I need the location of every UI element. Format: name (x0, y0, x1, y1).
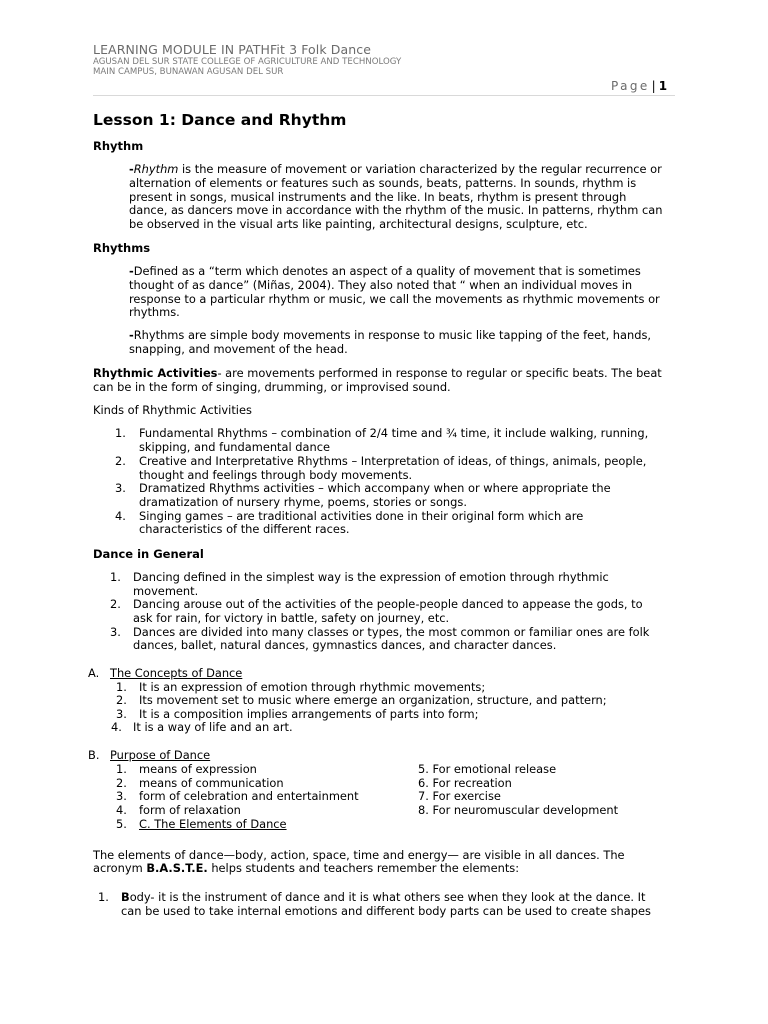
purpose-item: 7. For exercise (418, 789, 501, 803)
elements-heading-text: C. The Elements of Dance (139, 817, 287, 831)
lesson-title: Lesson 1: Dance and Rhythm (93, 111, 347, 129)
list-item-line: Singing games – are traditional activities done in their original form which are (139, 509, 584, 523)
module-title: LEARNING MODULE IN PATHFit 3 Folk Dance (93, 42, 372, 57)
school-name: AGUSAN DEL SUR STATE COLLEGE OF AGRICULTURE AND TECHNOLOGY (93, 57, 402, 67)
list-item: It is a composition implies arrangements of parts into form; (139, 706, 479, 721)
purpose-item: 6. For recreation (418, 775, 512, 790)
list-number: 3. (116, 789, 127, 803)
rhythm-heading: Rhythm (93, 139, 144, 153)
rhythms-p1-line: thought of as dance” (Miñas, 2004). They also noted that “ when an individual moves in (129, 278, 633, 292)
rhythm-line: alternation of elements or features such as sounds, beats, patterns. In sounds, rhythm is (129, 176, 637, 190)
list-item-line: characteristics of the different races. (139, 522, 350, 536)
list-item-line: dramatization of nursery rhyme, poems, stories or songs. (139, 495, 467, 509)
list-item: It is an expression of emotion through rhythmic movements; (139, 679, 486, 694)
purpose-item: form of celebration and entertainment (139, 789, 359, 803)
dash: - (129, 264, 134, 278)
header-divider (93, 95, 675, 96)
rhythm-line: be observed in the visual arts like painting, architectural designs, sculpture, etc. (129, 217, 588, 231)
list-number: 1. (116, 762, 127, 776)
elements-line-2-c: helps students and teachers remember the elements: (207, 861, 520, 875)
purpose-item: form of relaxation (139, 803, 241, 817)
list-number: 3. (116, 706, 127, 721)
list-number: 4. (111, 720, 122, 734)
list-item-line: ask for rain, for victory in battle, safety on journey, etc. (133, 611, 450, 625)
elements-line-2-a: acronym (93, 861, 147, 875)
list-number: 4. (116, 803, 127, 817)
rhythms-p1-line-1-text: Defined as a “term which denotes an aspect of a quality of movement that is sometimes (133, 264, 641, 278)
list-item-line: Dramatized Rhythms activities – which accompany when or where appropriate the (139, 481, 611, 495)
rhythms-p2-line-1 (129, 329, 651, 343)
page-number: Page | 1 (611, 79, 668, 93)
list-item-line: Dances are divided into many classes or types, the most common or familiar ones are folk (133, 624, 650, 639)
body-element-line-1 (121, 891, 645, 905)
rhythmic-activities-line-2: can be in the form of singing, drumming, or improvised sound. (93, 379, 451, 394)
concepts-heading-text: The Concepts of Dance (110, 666, 243, 680)
list-number: 3. (115, 481, 126, 495)
list-number: 1. (98, 890, 109, 904)
list-number: 4. (115, 509, 126, 523)
rhythms-p1-line: response to a particular rhythm or music, we call the movements as rhythmic movements or (129, 291, 660, 306)
purpose-item: means of communication (139, 775, 284, 790)
list-item-line: thought and feelings through body movements. (139, 468, 413, 482)
section-letter: A. (88, 666, 100, 680)
baste-acronym: B.A.S.T.E. (146, 861, 208, 875)
rhythm-line: present in songs, musical instruments and the like. In beats, rhythm is present through (129, 189, 627, 204)
list-number: 3. (110, 624, 121, 639)
rhythms-p2-line-2: snapping, and movement of the head. (129, 342, 348, 356)
list-item-line: movement. (133, 583, 199, 598)
list-number: 2. (115, 454, 126, 468)
body-element-line-2: can be used to take internal emotions and different body parts can be used to create shapes (121, 903, 651, 918)
rhythms-p1-line: rhythms. (129, 305, 180, 319)
list-number: 2. (110, 597, 121, 611)
concepts-heading (110, 667, 242, 681)
elements-heading (139, 818, 287, 832)
list-item-line: Creative and Interpretative Rhythms – Interpretation of ideas, of things, animals, people, (139, 454, 647, 468)
kinds-heading: Kinds of Rhythmic Activities (93, 403, 252, 417)
list-number: 1. (110, 570, 121, 584)
body-element-text: ody- it is the instrument of dance and it is what others see when they look at the dance. It (129, 890, 646, 904)
dance-general-heading: Dance in General (93, 547, 204, 561)
dash: - (129, 162, 134, 176)
rhythm-term: Rhythm (133, 162, 179, 176)
elements-line-2 (93, 862, 519, 876)
list-item-line: Fundamental Rhythms – combination of 2/4 time and ¾ time, it include walking, running, (139, 426, 649, 440)
purpose-item: 5. For emotional release (418, 762, 557, 776)
list-item: It is a way of life and an art. (133, 720, 293, 734)
purpose-heading (110, 749, 210, 763)
rhythm-line-1-text: is the measure of movement or variation characterized by the regular recurrence or (178, 162, 662, 176)
list-number: 5. (116, 817, 127, 831)
section-letter: B. (88, 748, 100, 762)
list-item: Its movement set to music where emerge an organization, structure, and pattern; (139, 693, 607, 707)
list-number: 2. (116, 775, 127, 790)
list-number: 2. (116, 693, 127, 707)
elements-line-1: The elements of dance—body, action, space, time and energy— are visible in all dances. The (93, 848, 625, 862)
rhythmic-activities-term: Rhythmic Activities (93, 366, 218, 380)
list-item-line: Dancing defined in the simplest way is the expression of emotion through rhythmic (133, 570, 609, 584)
campus-name: MAIN CAMPUS, BUNAWAN AGUSAN DEL SUR (93, 67, 284, 77)
list-number: 1. (115, 426, 126, 440)
dash: - (129, 328, 134, 342)
page-label: Page (611, 79, 650, 93)
rhythms-p1-line-1 (129, 265, 641, 279)
rhythmic-activities-line-1 (93, 367, 662, 381)
list-item-line: Dancing arouse out of the activities of the people-people danced to appease the gods, to (133, 597, 643, 611)
list-item-line: skipping, and fundamental dance (139, 440, 330, 454)
list-item-line: dances, ballet, natural dances, gymnastics dances, and character dances. (133, 638, 557, 652)
rhythmic-activities-text: - are movements performed in response to regular or specific beats. The beat (217, 366, 662, 380)
body-element-initial: B (121, 890, 130, 904)
page-number-value: 1 (658, 79, 668, 93)
purpose-item: 8. For neuromuscular development (418, 803, 619, 817)
rhythms-p2-line-1-text: Rhythms are simple body movements in response to music like tapping of the feet, hands, (133, 328, 652, 342)
purpose-heading-text: Purpose of Dance (110, 748, 211, 762)
rhythms-heading: Rhythms (93, 241, 151, 255)
rhythm-line: dance, as dancers move in accordance with the rhythm of the music. In patterns, rhythm can (129, 203, 663, 217)
rhythm-line-1 (129, 163, 675, 177)
list-number: 1. (116, 679, 127, 694)
purpose-item: means of expression (139, 762, 257, 776)
